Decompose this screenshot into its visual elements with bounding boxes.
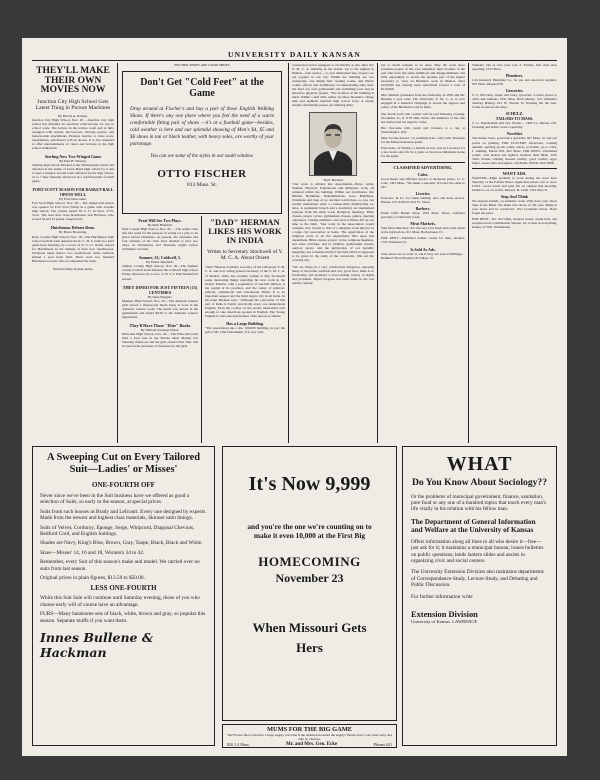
column-4 xyxy=(381,63,465,260)
section-heading: Liveries. xyxy=(415,191,431,197)
ad-text: Suits from such houses as Brady and Lefcourt. Every one designed by experts. Made from the newest and highest class materials, Skinner satin linings. xyxy=(40,508,207,522)
ad-dept: The Department of General Information and Welfare at the University of Kansas xyxy=(411,517,536,534)
column-1 xyxy=(32,63,114,271)
article-heading: Sumner, 33; Caldwell, 3. xyxy=(139,255,181,261)
classified-text: FOR RENT—No. 910 Ohio, modern rooms, steam heat, and reception hall. Combination Sleeper. Up to date in everything. Inquire of Wm. Wiedemann. xyxy=(472,217,557,230)
ad-top-note: FISCHER SHOES ARE GOOD SHOES xyxy=(174,63,230,67)
article-heading: Sterling Now Two-Winged Game xyxy=(44,153,102,159)
classified-text: S. U. Pantatorium and Dry Works— 1409 La. Phones 187. Cleaning and ladies' work a specialty. xyxy=(472,121,557,130)
ad-bottom-line: Hers xyxy=(296,640,323,655)
innes-ad xyxy=(32,446,215,746)
section-heading: Stop And Think xyxy=(500,193,529,199)
byline: By Paul H. Wiseley. xyxy=(59,158,87,163)
classified-text: Your shoes are as solid as oak if they are sold at Hellings—Rediker's Shoe Hospital, 815 Mass. St. xyxy=(381,251,465,260)
ad-mid-text: and you're the one we're counting on to make it even 10,000 at the First Big xyxy=(247,522,372,540)
article-text: "The Association has a Rs. 100,000 building, in part the gift of Mr. John Wanamaker. It is very well xyxy=(205,326,285,335)
classified-text: Francisco & Co. for trunk hauling, auto and hack service. Phones 125. 938-912-914 Vt. Street. xyxy=(381,196,465,205)
classified-text: We depend entirely on students' work. Why have your shoes done at the Bijou. We make new shoes of old ones. Bring in your shoes and be convinced. 1011 Louisiana Street. Don't forget the place. xyxy=(472,198,557,216)
ad-text: Shades are Navy, King's Blue, Brown, Gray, Taupe, Black, Black and White. xyxy=(40,540,203,547)
ad-text: Sizes—Misses' 14, 16 and 18, Women's 34 to 42. xyxy=(40,549,145,556)
ad-date: November 23 xyxy=(275,571,344,585)
ad-headline: Don't Get "Cold Feet" at the Game xyxy=(140,77,264,99)
article-text: Ellsworth High School, Nov. 20— The Ellsworth Girls held a food sale in the Eureka Meat Market last Saturday afternoon and the girls cleared $10. This will be used in the purchase of literature for the girls. xyxy=(122,331,198,349)
ad-what: WHAT xyxy=(446,453,513,475)
section-heading: WANT ADS. xyxy=(472,168,557,176)
section-heading: Novelties xyxy=(506,131,523,137)
article-text: "Dad" Herman, formerly secretary of the University Y. M. C. A. and now acting general secretary of the Y. M. C. A. of Madras, India, has recently written to Ray Stockwell some interesting things regarding his new work in the Orient. Madras, with a population of one-half million, is the capital of its province, and the center of political, judicial, commercial and educational affairs. It is an important seaport and the third largest city in all India. In his letter Herman says, "Although the vernacular of this part of India is Tamil, practically every one understands English. Even the coolies on the streets understand well enough to take directions spoken in English. The Young English is well-educated Indians often puts us to shame. xyxy=(205,265,285,318)
ad-subhead: LESS ONE-FOURTH xyxy=(90,584,157,593)
mums-ad xyxy=(222,724,397,748)
article-text: Mrs. Herman graduated from the University in 1905 and Mr. Herman a year later. The University Y. M. C. A. is now engaged in a financial campaign to secure the support and salary of the Herman's work in India. xyxy=(381,93,465,110)
ad-names: Mr. and Mrs. Geo. Ecke xyxy=(285,742,338,748)
herman-article xyxy=(205,218,285,334)
newspaper-page xyxy=(22,38,567,756)
photo-caption: "Dad" Herman. xyxy=(322,177,344,182)
ad-text: Or the problems of municipal government, finance, sanitation, pure food or any one of a hundred topics that touch every man's life vitally in his relation with his fellow man. xyxy=(411,493,547,513)
ad-text: Never since we've been in the Suit business have we offered as good a selection of Suits, so early in the season, at special prices. xyxy=(40,493,189,506)
byline: By Harold A. Rohner. xyxy=(58,113,88,118)
classified-text: S. S. McCurdy, staple and fancy groceries. Lowest prices to clubs and students. 1091 Mass. Both phones, 312. Gillham's Sanitary Bakery, 612 W. Warren St. Nothing but the best. Come in and see the shop. xyxy=(472,93,557,110)
section-heading: Meat Markets. xyxy=(410,221,436,227)
section-heading: Cafes. xyxy=(417,171,429,177)
column-5 xyxy=(472,63,557,229)
article-heading: Hutchinson Defeats Reno. xyxy=(50,225,96,231)
byline: By Fred Newcomer. xyxy=(59,197,87,202)
classified-text: WANTED—Eight students to work during the noon hour Saturday at the Fairfax Hotel. Applicants please call at once. LOST—Gold watch and gold fob on campus this morning. Initials G. O. on watch. Reward. B. 1448. 1323 Ohio St. xyxy=(472,175,557,192)
section-heading: Is Sold As Ads. xyxy=(410,246,436,252)
subhead-herman: Writes to Secretary Stockwell of Y. M. C. A. About Orient xyxy=(207,249,283,262)
portrait-photo xyxy=(309,112,357,176)
column-2 xyxy=(122,218,198,348)
footer-note: Send the Daily Kansan home. xyxy=(52,266,94,271)
ad-bottom-line: When Missouri Gets xyxy=(252,620,367,635)
section-heading: Groceries. xyxy=(505,88,524,94)
headline-herman: "DAD" HERMAN LIKES HIS WORK IN INDIA xyxy=(208,217,282,245)
masthead-title: UNIVERSITY DAILY KANSAN xyxy=(227,50,362,59)
article-text: The Jewell Golf club cookies will be told Thursday evening, November 21, at 1155 Ohio Street. All members of the club are invited and are urged to come. xyxy=(381,111,465,124)
ad-address: University of Kansas. LAWRENCE xyxy=(411,618,478,624)
ad-tagline: You can see some of the styles in our south window. xyxy=(150,154,254,159)
sociology-ad xyxy=(402,446,557,746)
ad-headline: A Sweeping Cut on Every Tailored Suit—Ladies' or Misses' xyxy=(46,452,201,475)
article-heading: Has a Large Building. xyxy=(226,321,264,327)
classified-text: Students, bits as save your role. S. Farmer, first class shoe repairing, 1017 Mass. xyxy=(472,63,557,72)
ad-phones: Phones 621 xyxy=(373,742,392,748)
ad-text: The University Extension Division also maintains departments of Correspondence-Study, Lecture-Study, and Debating and Public Discussion. xyxy=(411,569,544,589)
ad-big-text: It's Now 9,999 xyxy=(248,473,371,495)
ad-question: Do You Know About Sociology?? xyxy=(411,477,548,488)
classified-text: Frank Giff's Barber Shop, 1025 Mass. Street. Cafeteria specialty to University trade. xyxy=(381,211,465,220)
column-3 xyxy=(292,63,374,285)
classified-text: The Indian Store, postcards a specialty. 927 Mass. St. Get our prices on printing. FOR CUTLERY, silverware, cooking utensils, sporting goods, safety razors, porcelain, go to Chas. J. Ashling. Phone 676, 822 Mass. FOR RENT—Furnished rooms, well heated and lighted, modern. Bell 6940, 1335 Tenn. Parties wishing dressed poultry, good country eggs, butter, sweet cider and apples, call Home 1859 R. Bell 5898. xyxy=(472,136,557,165)
article-text: but so much remains to be done. May the work more fortunate people of the west remember their brothers of the east who have the same ambitions and disappointments, but little opportunity to secure the greatest part of the higher necessary to carry on Herman's work in Madras. Over $150,000 has already been subscribed toward a total of $110,000. xyxy=(381,63,465,92)
ad-address: 813 Mass. St. xyxy=(187,182,217,188)
byline: By Ruth Banfield. xyxy=(147,223,173,227)
article-text: Fort Scott High School, Nov. 28— The basket-ball season was opened for Fort Scott Friday in a game with Arcadia high school. The contest ended 56 to 17 in favor of Ft. Scott. The lead stars were Roadhouse and Harrison, who scored 32 and 25 points, respectively. xyxy=(32,201,114,222)
ad-body: Drop around at Fischer's and buy a pair of those English Walking Shoes. If there's any one place where you feel the need of a warm comfortable fitting pair of shoes —it's at a football game—besides, cold weather is here and our splendid showing of Men's $4, $5 and $6 shoes in tan or black leather, with heavy soles, are worthy of your patronage. xyxy=(130,106,274,147)
section-heading: Barbers. xyxy=(415,206,431,212)
ad-text: Offers information along all lines to all who desire it—free—just ask for it; it maintains a municipal bureau; issues bulletins on public questions; lends lantern slides and assists in organizing civic and social centers. xyxy=(411,538,544,564)
article-text: Sterling high school defeated at the Sterling high school and defeated at the hands of Great Bend high school by 0 and Cooper College's second team defeated Lyons high school, 21 to 7 here Saturday afternoon in a double-header football game. xyxy=(32,162,114,184)
homecoming-ad xyxy=(222,446,397,721)
byline: By William Jennings Weber. xyxy=(140,327,180,332)
fischer-ad xyxy=(122,71,282,214)
ad-text: While this Suit Sale will continue until Saturday evening, those of you who choose early will of course have an advantage. xyxy=(40,595,200,608)
ad-signature: Innes Bullene & Hackman xyxy=(40,630,154,661)
classified-text: Call Kennedy Plumbing Co. for gas and electrical supplies. 937 Mass. Phones 658. xyxy=(472,78,557,87)
section-heading: SCHULZ. xyxy=(505,111,524,117)
article-text: Fred Jacks, of Wichita, a middle ex-law, was in Lawrence for a few hours and left for a game at the Iowa-Oklahoma home for the game. xyxy=(381,145,465,158)
byline: By Irene Ruggles. xyxy=(147,294,173,299)
article-text: Hot chocolate with cream and crackers, to a cup, at Wiedemann's. Adv. xyxy=(381,125,465,134)
classified-text: Good meals and efficient service at moderate prices. U. C. Cafe, 1401 Mass. "We make a specialty of board the same to the." xyxy=(381,176,465,190)
headline-movies: THEY'LL MAKE THEIR OWN MOVIES NOW xyxy=(36,66,110,95)
ad-address: 820 1-2 Mass. xyxy=(227,742,250,748)
article-text: Reno County High School, Nov. 18—The Hutchinson high school football team defeated the R. C. H. S. team in a hard game here Saturday, by a score of 27 to 17. Roller starred for Hutchinson in the making of their four touchdowns. Workouts made Reno's two touchdowns while Gibbons kicked a goal from field. There were two hundred Hutchinson rooters who accompanied the team. xyxy=(32,234,114,263)
subhead-movies: Junction City High School Gets Latest Thing in Picture Machines xyxy=(35,98,111,111)
section-heading: TAILORS TO MASS. xyxy=(495,116,534,122)
classified-text: FOR RENT—Furnished double rooms for men, modern, 1335 Tennessee St. xyxy=(381,236,465,245)
article-text: Miss Lucille Arnold, '13, Ashland, Kan., will come Thursday for the Missouri-Kansas game. xyxy=(381,135,465,144)
article-text: Junction City High School, Nov. 20 —Junction City high school has installed an excellent reflectoscope for use in school work. The lecture in the lecture room and is fully equipped with textual, microscopic, moving picture, and lantern-slide attachments. Pictures relative to class work, experiments, and history will be shown. It is also intended to offer entertainments of views and lectures in the high school auditorium. xyxy=(32,117,114,150)
article-text: Sumner County High School, Nov. 20—The Sumner county football team defeated the Caldwell high school Friday afternoon by a score of 33 to 3. Paul Rutherford starred. xyxy=(122,264,198,281)
article-text: Pratt County High School, Nov. 20. —The senior class met last week for the purpose of voting on a play to be given before Christmas. At present, the chairman and four students of the class have decided to give two plays on Wednesday and Thursday nights before Christmas vacation. xyxy=(122,227,198,252)
ad-subhead: ONE-FOURTH OFF xyxy=(92,481,155,489)
article-heading: Pratt Will See Two Plays. xyxy=(138,218,182,223)
classified-heading: CLASSIFIED ADVERTISING. xyxy=(381,162,465,170)
byline: By Esther Diesfeldt. xyxy=(146,260,174,265)
ad-text: Remember, every Suit of this season's make and model. We carried over no suits from last season. xyxy=(40,559,200,572)
ad-text: For further information write xyxy=(411,593,473,600)
section-heading: Plumbers. xyxy=(505,73,524,79)
ad-text: Original prices in plain figures, $13.50 to $50.00. xyxy=(40,575,145,582)
ad-text: FURS—Many handsome sets of black, white, brown and gray, so popular this season. Separate muffs if you want them. xyxy=(40,611,206,624)
ad-text: Suits of Velvet, Corduroy, Eponge, Serge, Whipcord, Diagonal Cheviots, Bedford Cord, and English Suitings. xyxy=(40,524,195,538)
classified-text: Sam Moss Butchery. For the very best fresh and cured meats at the right prices. 911 Mass. Both phones 15. xyxy=(381,226,465,235)
article-text: Mankato High School, Nov. 20— The domestic science girls served a fifteen-cent lunch today at noon in the domestic science room. The lunch was served in the gymnasium and netted $9.50 to the domestic science department. xyxy=(122,298,198,319)
article-text: "We are living in a very comfortable bungalow, enjoying many of the home comforts and very good food. India is so fascinating and promises a never-ending variety of sights and problems. Rapid progress has been made in the last quarter century. xyxy=(292,264,374,285)
ad-name: Extension Division xyxy=(411,609,478,619)
ad-headline: MUMS FOR THE BIG GAME xyxy=(266,726,353,733)
article-heading: They'll Have Those "Elsie" Books xyxy=(129,322,191,328)
article-heading: FORT SCOTT SEASON FOR BASKET-BALL OPENS WELL xyxy=(32,187,114,198)
ad-homecoming: HOMECOMING xyxy=(258,554,361,569)
ad-body: The Flower Shop will have a large supply, but what if the demand exceeded the supply? Better place your order early and take no chances. xyxy=(227,733,392,742)
article-heading: THEY DINED FOR JUST FIFTEEN (15) CENTIMES xyxy=(122,284,198,295)
byline: By Bruce Browning. xyxy=(58,230,88,235)
ad-name: OTTO FISCHER xyxy=(157,168,247,180)
article-text: constructed and is equipped so excellently as any other city Y. M. C. A. building in the Orient. Up to the highest in Madras—four stories —so you understand sky scrapers are not popular in our city. Within the building are two restaurants, one dining hall, reading rooms, and library rooms, offices and dormitories accommodating sixty men. We have our own gymnasium and swimming pool and an attractive physical system. "The location of the building is ideal. Within a half mile radius are three thousand college men and eighteen hundred high school boys. A steady stream of humanity passes our building daily. xyxy=(292,63,374,108)
article-text: "Our work is divided into departments—Boys, Army, Student, Physical, Educational and Religious work, all centered within the building. Within our dormitories live Hindus, Brahmans, Mohammedans, Jews, Buddhists, Christians and men of no decided convictions, so you can readily understand what a cosmopolitan membership we have. A residential branch and a dormitory are maintained separate from the main work. Religious meetings, Bible classes, prayer cycles, gymnasium classes, games, meeting organizers, visiting members, and such activities fill up our time to the limit. "Our work in the Association would compare very closely to that of a religious work director in a large city association at home. The supervision of the religious work of all the departments falls upon this department. Bible classes, prayer cycles, religious meetings, and other activities, and in addition, gymnasium classes, outdoor sports, and the publication of our monthly magazine, not to mention half of the time which is supposed to be given in the study of the vernacular, fills out my working day. xyxy=(292,181,374,263)
